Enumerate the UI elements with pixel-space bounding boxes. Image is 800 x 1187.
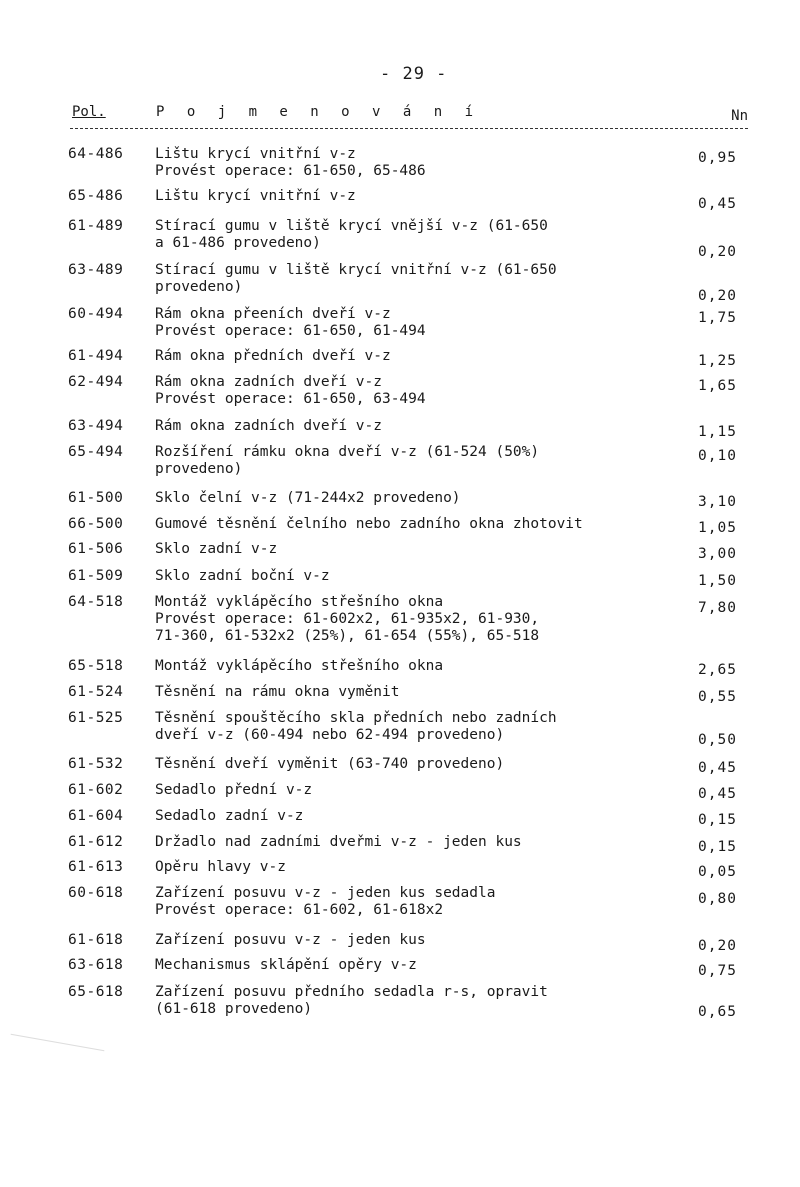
norm-value: 1,50 bbox=[698, 573, 737, 589]
description-line: Zařízení posuvu předního sedadla r-s, opravit bbox=[155, 984, 548, 1000]
norm-value: 0,45 bbox=[698, 786, 737, 802]
description-line: Montáž vyklápěcího střešního okna bbox=[155, 658, 444, 674]
header-pol: Pol. bbox=[72, 104, 106, 120]
operation-description bbox=[155, 957, 685, 974]
norm-value: 0,10 bbox=[698, 448, 737, 464]
description-line: provedeno) bbox=[155, 279, 243, 295]
norm-value: 0,45 bbox=[698, 196, 737, 212]
operation-description bbox=[155, 808, 685, 825]
description-line: Stírací gumu v liště krycí vnitřní v-z (61-650 bbox=[155, 262, 557, 278]
description-line: Rám okna přeeních dveří v-z bbox=[155, 306, 391, 322]
norm-value: 0,15 bbox=[698, 812, 737, 828]
norm-value: 0,15 bbox=[698, 839, 737, 855]
operation-code: 63-489 bbox=[68, 262, 124, 278]
norm-value: 0,55 bbox=[698, 689, 737, 705]
description-line: Sklo čelní v-z (71-244x2 provedeno) bbox=[155, 490, 461, 506]
operation-code: 61-524 bbox=[68, 684, 124, 700]
description-line: Lištu krycí vnitřní v-z bbox=[155, 188, 356, 204]
description-line: Sedadlo zadní v-z bbox=[155, 808, 304, 824]
operation-description bbox=[155, 710, 685, 744]
description-line: dveří v-z (60-494 nebo 62-494 provedeno) bbox=[155, 727, 505, 743]
operation-code: 63-618 bbox=[68, 957, 124, 973]
norm-value: 0,65 bbox=[698, 1004, 737, 1020]
description-line: 71-360, 61-532x2 (25%), 61-654 (55%), 65-518 bbox=[155, 628, 540, 644]
description-line: Těsnění na rámu okna vyměnit bbox=[155, 684, 400, 700]
description-line: Provést operace: 61-602, 61-618x2 bbox=[155, 902, 444, 918]
operation-description bbox=[155, 374, 685, 408]
operation-description bbox=[155, 782, 685, 799]
description-line: Rám okna zadních dveří v-z bbox=[155, 374, 382, 390]
operation-code: 61-525 bbox=[68, 710, 124, 726]
operation-code: 61-604 bbox=[68, 808, 124, 824]
operation-description bbox=[155, 594, 685, 645]
description-line: a 61-486 provedeno) bbox=[155, 235, 321, 251]
description-line: Stírací gumu v liště krycí vnější v-z (61-650 bbox=[155, 218, 548, 234]
norm-value: 0,20 bbox=[698, 244, 737, 260]
description-line: Zařízení posuvu v-z - jeden kus bbox=[155, 932, 426, 948]
operation-code: 61-602 bbox=[68, 782, 124, 798]
norm-value: 1,75 bbox=[698, 310, 737, 326]
operation-code: 61-612 bbox=[68, 834, 124, 850]
operation-description bbox=[155, 932, 685, 949]
description-line: (61-618 provedeno) bbox=[155, 1001, 313, 1017]
norm-value: 3,10 bbox=[698, 494, 737, 510]
norm-value: 0,45 bbox=[698, 760, 737, 776]
description-line: Těsnění spouštěcího skla předních nebo zadních bbox=[155, 710, 557, 726]
description-line: Sedadlo přední v-z bbox=[155, 782, 313, 798]
operation-description bbox=[155, 541, 685, 558]
description-line: Rozšíření rámku okna dveří v-z (61-524 (50%) bbox=[155, 444, 540, 460]
description-line: Provést operace: 61-650, 65-486 bbox=[155, 163, 426, 179]
norm-value: 0,05 bbox=[698, 864, 737, 880]
description-line: Montáž vyklápěcího střešního okna bbox=[155, 594, 444, 610]
page-number: - 29 - bbox=[380, 64, 448, 84]
operation-description bbox=[155, 568, 685, 585]
operation-description bbox=[155, 658, 685, 675]
description-line: Rám okna předních dveří v-z bbox=[155, 348, 391, 364]
operation-code: 65-486 bbox=[68, 188, 124, 204]
operation-code: 64-486 bbox=[68, 146, 124, 162]
operation-code: 61-532 bbox=[68, 756, 124, 772]
norm-value: 0,20 bbox=[698, 938, 737, 954]
description-line: Provést operace: 61-650, 61-494 bbox=[155, 323, 426, 339]
operation-description bbox=[155, 756, 685, 773]
norm-value: 1,65 bbox=[698, 378, 737, 394]
operation-description bbox=[155, 306, 685, 340]
norm-value: 7,80 bbox=[698, 600, 737, 616]
operation-description bbox=[155, 885, 685, 919]
operation-description bbox=[155, 444, 685, 478]
description-line: Zařízení posuvu v-z - jeden kus sedadla bbox=[155, 885, 496, 901]
operation-description bbox=[155, 684, 685, 701]
operation-description bbox=[155, 859, 685, 876]
operation-code: 61-613 bbox=[68, 859, 124, 875]
operation-description bbox=[155, 516, 685, 533]
description-line: Mechanismus sklápění opěry v-z bbox=[155, 957, 417, 973]
operation-description bbox=[155, 418, 685, 435]
norm-value: 1,15 bbox=[698, 424, 737, 440]
norm-value: 1,05 bbox=[698, 520, 737, 536]
operation-code: 65-518 bbox=[68, 658, 124, 674]
operation-description bbox=[155, 984, 685, 1018]
norm-value: 0,20 bbox=[698, 288, 737, 304]
description-line: provedeno) bbox=[155, 461, 243, 477]
header-name: P o j m e n o v á n í bbox=[156, 104, 481, 120]
operation-description bbox=[155, 834, 685, 851]
norm-value: 3,00 bbox=[698, 546, 737, 562]
operation-description bbox=[155, 348, 685, 365]
operation-code: 65-494 bbox=[68, 444, 124, 460]
description-line: Sklo zadní v-z bbox=[155, 541, 278, 557]
operation-description bbox=[155, 188, 685, 205]
table-header bbox=[70, 104, 748, 129]
norm-value: 0,50 bbox=[698, 732, 737, 748]
operation-code: 61-494 bbox=[68, 348, 124, 364]
operation-code: 66-500 bbox=[68, 516, 124, 532]
operation-description bbox=[155, 262, 685, 296]
operation-code: 62-494 bbox=[68, 374, 124, 390]
norm-value: 2,65 bbox=[698, 662, 737, 678]
description-line: Provést operace: 61-602x2, 61-935x2, 61-930, bbox=[155, 611, 540, 627]
operation-code: 64-518 bbox=[68, 594, 124, 610]
operation-code: 61-618 bbox=[68, 932, 124, 948]
description-line: Těsnění dveří vyměnit (63-740 provedeno) bbox=[155, 756, 505, 772]
description-line: Držadlo nad zadními dveřmi v-z - jeden kus bbox=[155, 834, 522, 850]
operation-code: 65-618 bbox=[68, 984, 124, 1000]
operation-description bbox=[155, 490, 685, 507]
description-line: Rám okna zadních dveří v-z bbox=[155, 418, 382, 434]
description-line: Provést operace: 61-650, 63-494 bbox=[155, 391, 426, 407]
operation-code: 63-494 bbox=[68, 418, 124, 434]
norm-value: 1,25 bbox=[698, 353, 737, 369]
operation-code: 60-494 bbox=[68, 306, 124, 322]
description-line: Sklo zadní boční v-z bbox=[155, 568, 330, 584]
operation-code: 61-489 bbox=[68, 218, 124, 234]
operation-code: 61-509 bbox=[68, 568, 124, 584]
norm-value: 0,75 bbox=[698, 963, 737, 979]
description-line: Opěru hlavy v-z bbox=[155, 859, 286, 875]
operation-code: 61-506 bbox=[68, 541, 124, 557]
operation-code: 60-618 bbox=[68, 885, 124, 901]
operation-description bbox=[155, 218, 685, 252]
description-line: Lištu krycí vnitřní v-z bbox=[155, 146, 356, 162]
norm-value: 0,80 bbox=[698, 891, 737, 907]
operation-description bbox=[155, 146, 685, 180]
norm-value: 0,95 bbox=[698, 150, 737, 166]
header-nn: Nn bbox=[731, 108, 748, 124]
scan-artifact bbox=[11, 1034, 105, 1051]
description-line: Gumové těsnění čelního nebo zadního okna zhotovit bbox=[155, 516, 583, 532]
operation-code: 61-500 bbox=[68, 490, 124, 506]
